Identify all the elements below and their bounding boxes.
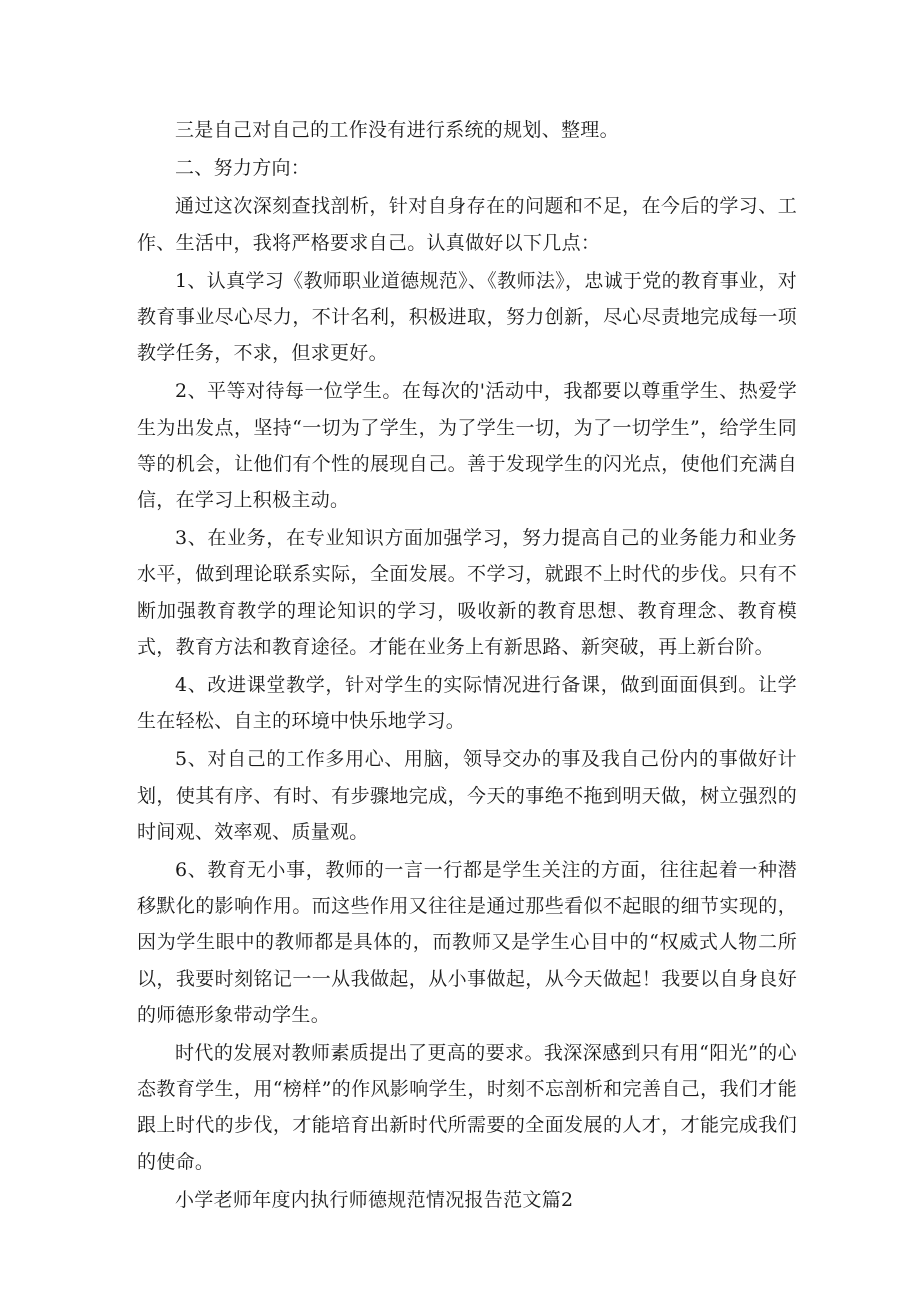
next-article-title: 小学老师年度内执行师德规范情况报告范文篇2: [175, 1188, 574, 1211]
paragraph-point-3: 3、在业务，在专业知识方面加强学习，努力提高自己的业务能力和业务水平，做到理论联系实际，全面发展。不学习，就跟不上时代的步伐。只有不断加强教育教学的理论知识的学习，吸收新的教育思想、教育理念、教育模式，教育方法和教育途径。才能在业务上有新思路、新突破，再上新台阶。: [137, 527, 797, 658]
paragraph-point-5: 5、对自己的工作多用心、用脑，领导交办的事及我自己份内的事做好计划，使其有序、有时、有步骤地完成，今天的事绝不拖到明天做，树立强烈的时间观、效率观、质量观。: [137, 748, 797, 843]
paragraph-intro: 通过这次深刻查找剖析，针对自身存在的问题和不足，在今后的学习、工作、生活中，我将严格要求自己。认真做好以下几点：: [137, 195, 797, 254]
document-body: [137, 112, 797, 1218]
paragraph-point-6: 6、教育无小事，教师的一言一行都是学生关注的方面，往往起着一种潜移默化的影响作用。而这些作用又往往是通过那些看似不起眼的细节实现的，因为学生眼中的教师都是具体的，而教师又是学生心目中的“权威式人物二所以，我要时刻铭记一一从我做起，从小事做起，从今天做起！我要以自身良好的师德形象带动学生。: [137, 859, 797, 1026]
section-heading-direction: 二、努力方向：: [175, 157, 311, 180]
paragraph-point-4: 4、改进课堂教学，针对学生的实际情况进行备课，做到面面俱到。让学生在轻松、自主的环境中快乐地学习。: [137, 674, 797, 733]
paragraph-point-2: 2、平等对待每一位学生。在每次的'活动中，我都要以尊重学生、热爱学生为出发点，坚持“一切为了学生，为了学生一切，为了一切学生”，给学生同等的机会，让他们有个性的展现自己。善于发现学生的闪光点，使他们充满自信，在学习上积极主动。: [137, 380, 797, 512]
paragraph-conclusion: 时代的发展对教师素质提出了更高的要求。我深深感到只有用“阳光”的心态教育学生，用“榜样”的作风影响学生，时刻不忘剖析和完善自己，我们才能跟上时代的步伐，才能培育出新时代所需要的全面发展的人才，才能完成我们的使命。: [137, 1042, 797, 1173]
paragraph-point-1: 1、认真学习《教师职业道德规范》、《教师法》，忠诚于党的教育事业，对教育事业尽心尽力，不计名利，积极进取，努力创新，尽心尽责地完成每一项教学任务，不求，但求更好。: [137, 269, 797, 365]
paragraph-problem-3: 三是自己对自己的工作没有进行系统的规划、整理。: [175, 119, 619, 141]
